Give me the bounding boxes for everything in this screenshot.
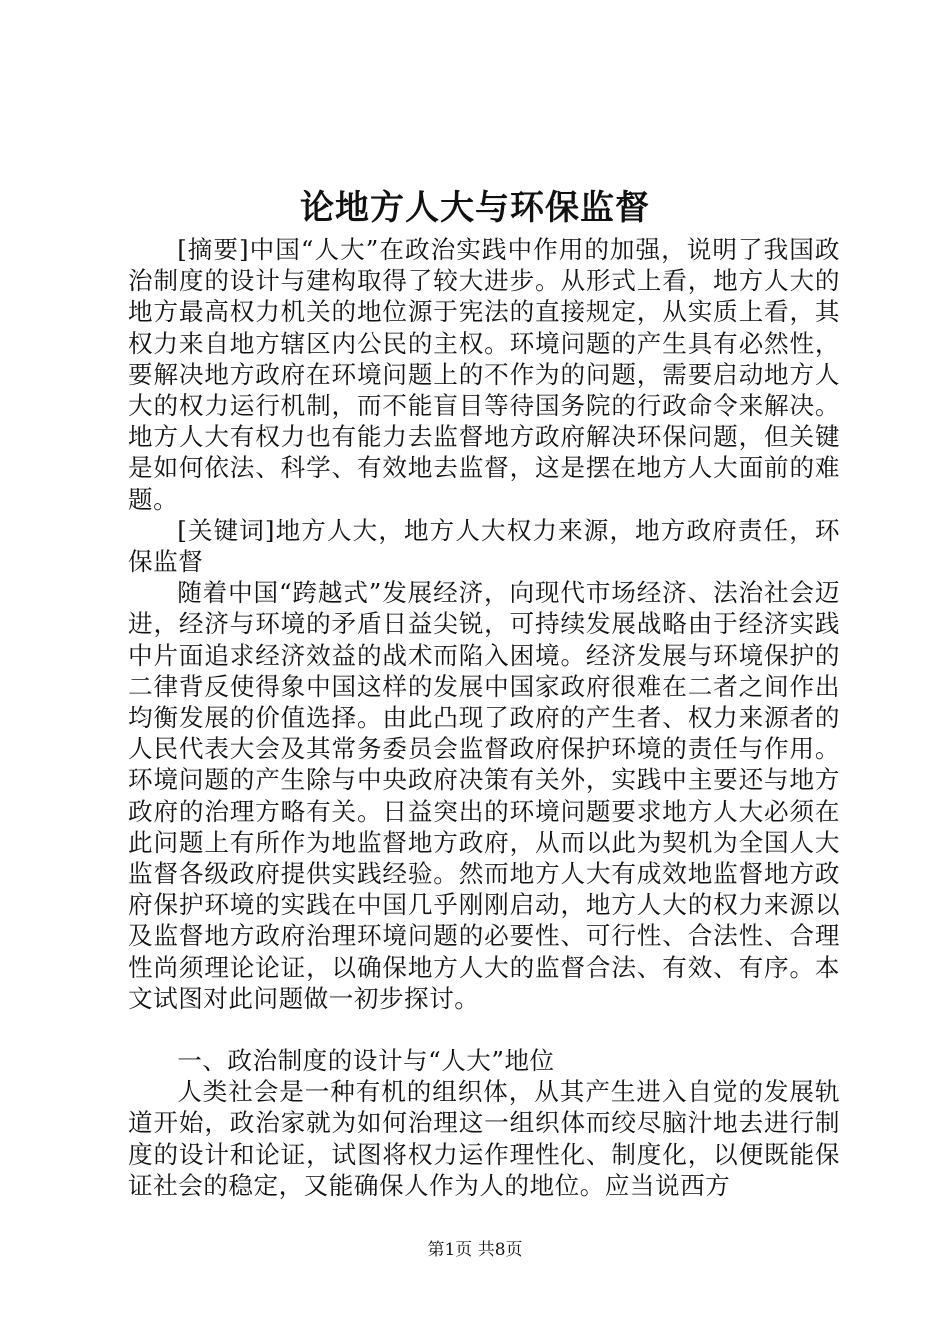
section-paragraph: 人类社会是一种有机的组织体，从其产生进入自觉的发展轨道开始，政治家就为如何治理这一组织体而绞尽脑汁地去进行制度的设计和论证，试图将权力运作理性化、制度化，以便既能保证社会的稳定，又能确保人作为人的地位。应当说西方 [128, 1077, 840, 1200]
abstract-paragraph: [摘要]中国“人大”在政治实践中作用的加强，说明了我国政治制度的设计与建构取得了较大进步。从形式上看，地方人大的地方最高权力机关的地位源于宪法的直接规定，从实质上看，其权力来自地方辖区内公民的主权。环境问题的产生具有必然性，要解决地方政府在环境问题上的不作为的问题，需要启动地方人大的权力运行机制，而不能盲目等待国务院的行政命令来解决。地方人大有权力也有能力去监督地方政府解决环保问题，但关键是如何依法、科学、有效地去监督，这是摆在地方人大面前的难题。 [128, 235, 840, 514]
section-heading: 一、政治制度的设计与“人大”地位 [177, 1046, 555, 1076]
page-number-footer: 第1页 共8页 [427, 1240, 523, 1260]
document-title: 论地方人大与环保监督 [300, 188, 650, 228]
keywords-paragraph: [关键词]地方人大，地方人大权力来源，地方政府责任，环保监督 [128, 515, 840, 577]
intro-paragraph: 随着中国“跨越式”发展经济，向现代市场经济、法治社会迈进，经济与环境的矛盾日益尖锐，可持续发展战略由于经济实践中片面追求经济效益的战术而陷入困境。经济发展与环境保护的二律背反使得象中国这样的发展中国家政府很难在二者之间作出均衡发展的价值选择。由此凸现了政府的产生者、权力来源者的人民代表大会及其常务委员会监督政府保护环境的责任与作用。环境问题的产生除与中央政府决策有关外，实践中主要还与地方政府的治理方略有关。日益突出的环境问题要求地方人大必须在此问题上有所作为地监督地方政府，从而以此为契机为全国人大监督各级政府提供实践经验。然而地方人大有成效地监督地方政府保护环境的实践在中国几乎刚刚启动，地方人大的权力来源以及监督地方政府治理环境问题的必要性、可行性、合法性、合理性尚须理论论证，以确保地方人大的监督合法、有效、有序。本文试图对此问题做一初步探讨。 [128, 578, 840, 1013]
document-body [128, 234, 840, 1201]
